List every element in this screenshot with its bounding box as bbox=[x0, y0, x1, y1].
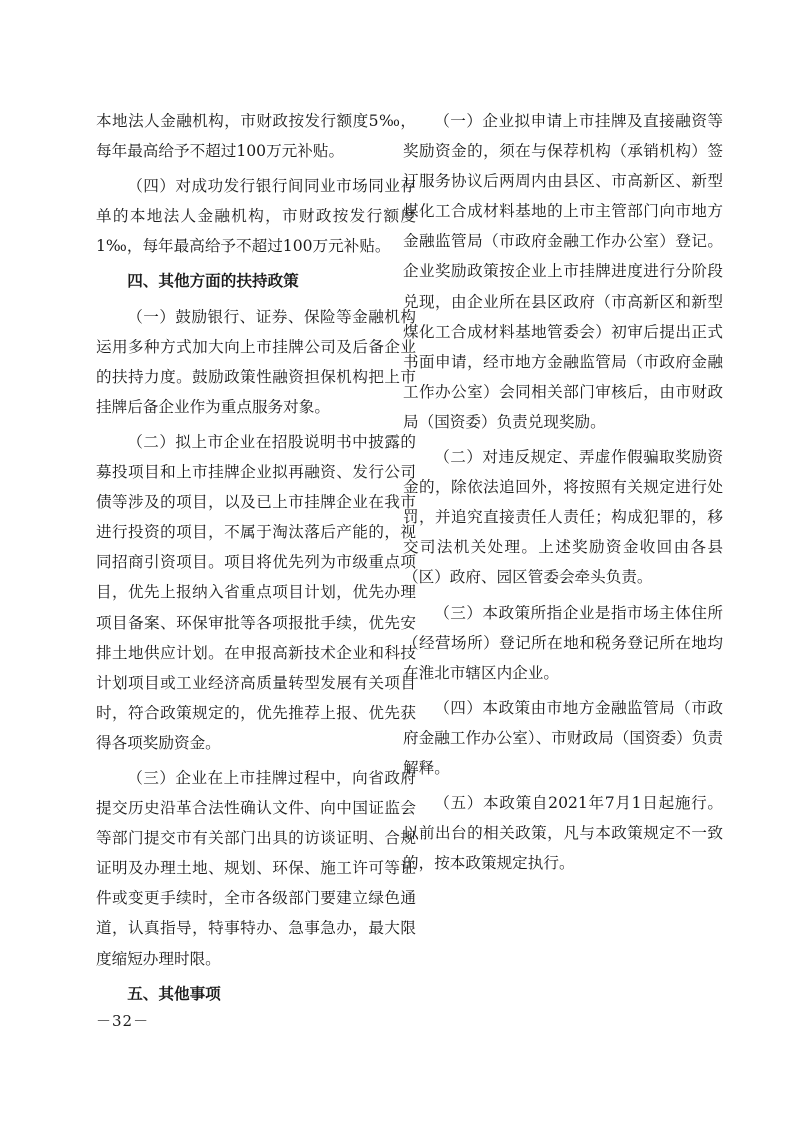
paragraph-interbank-deposit: （四）对成功发行银行间同业市场同业存单的本地法人金融机构，市财政按发行额度1‰，每年最高给予不超过100万元补贴。 bbox=[96, 177, 416, 256]
paragraph-penalty: （二）对违反规定、弄虚作假骗取奖励资金的，除依法追回外，将按照有关规定进行处罚，并追究直接责任人责任；构成犯罪的，移交司法机关处理。上述奖励资金收回由各县（区）政府、园区管委会牵头负责。 bbox=[403, 448, 723, 587]
paragraph-project-priority: （二）拟上市企业在招股说明书中披露的募投项目和上市挂牌企业拟再融资、发行公司债等涉及的项目，以及已上市挂牌企业在我市进行投资的项目，不属于淘汰落后产能的，视同招商引资项目。项目将优先列为市级重点项目，优先上报纳入省重点项目计划，优先办理项目备案、环保审批等各项报批手续，优先安排土地供应计划。在申报高新技术企业和科技计划项目或工业经济高质量转型发展有关项目时，符合政策规定的，优先推荐上报、优先获得各项奖励资金。 bbox=[96, 432, 416, 752]
paragraph-reward-application: （一）企业拟申请上市挂牌及直接融资等奖励资金的，须在与保荐机构（承销机构）签订服务协议后两周内由县区、市高新区、新型煤化工合成材料基地的上市主管部门向市地方金融监管局（市政府金融工作办公室）登记。企业奖励政策按企业上市挂牌进度进行分阶段兑现，由企业所在县区政府（市高新区和新型煤化工合成材料基地管委会）初审后提出正式书面申请，经市地方金融监管局（市政府金融工作办公室）会同相关部门审核后，由市财政局（国资委）负责兑现奖励。 bbox=[403, 112, 723, 431]
paragraph-continued: 本地法人金融机构，市财政按发行额度5‰，每年最高给予不超过100万元补贴。 bbox=[96, 112, 416, 161]
paragraph-financial-support: （一）鼓励银行、证券、保险等金融机构运用多种方式加大向上市挂牌公司及后备企业的扶持力度。鼓励政策性融资担保机构把上市挂牌后备企业作为重点服务对象。 bbox=[96, 307, 416, 416]
paragraph-interpretation: （四）本政策由市地方金融监管局（市政府金融工作办公室）、市财政局（国资委）负责解释。 bbox=[403, 698, 723, 777]
left-column bbox=[96, 106, 416, 1014]
section-heading-other-matters: 五、其他事项 bbox=[127, 984, 221, 1003]
section-heading-other-support: 四、其他方面的扶持政策 bbox=[127, 272, 299, 291]
paragraph-effective-date: （五）本政策自2021年7月1日起施行。以前出台的相关政策，凡与本政策规定不一致的，按本政策规定执行。 bbox=[403, 794, 723, 873]
right-column bbox=[403, 106, 723, 883]
paragraph-green-channel: （三）企业在上市挂牌过程中，向省政府提交历史沿革合法性确认文件、向中国证监会等部门提交市有关部门出具的访谈证明、合规证明及办理土地、规划、环保、施工许可等证件或变更手续时，全市各级部门要建立绿色通道，认真指导，特事特办、急事急办，最大限度缩短办理时限。 bbox=[96, 768, 416, 968]
paragraph-enterprise-definition: （三）本政策所指企业是指市场主体住所（经营场所）登记所在地和税务登记所在地均在淮北市辖区内企业。 bbox=[403, 603, 723, 682]
page-number: －32－ bbox=[96, 1012, 150, 1030]
